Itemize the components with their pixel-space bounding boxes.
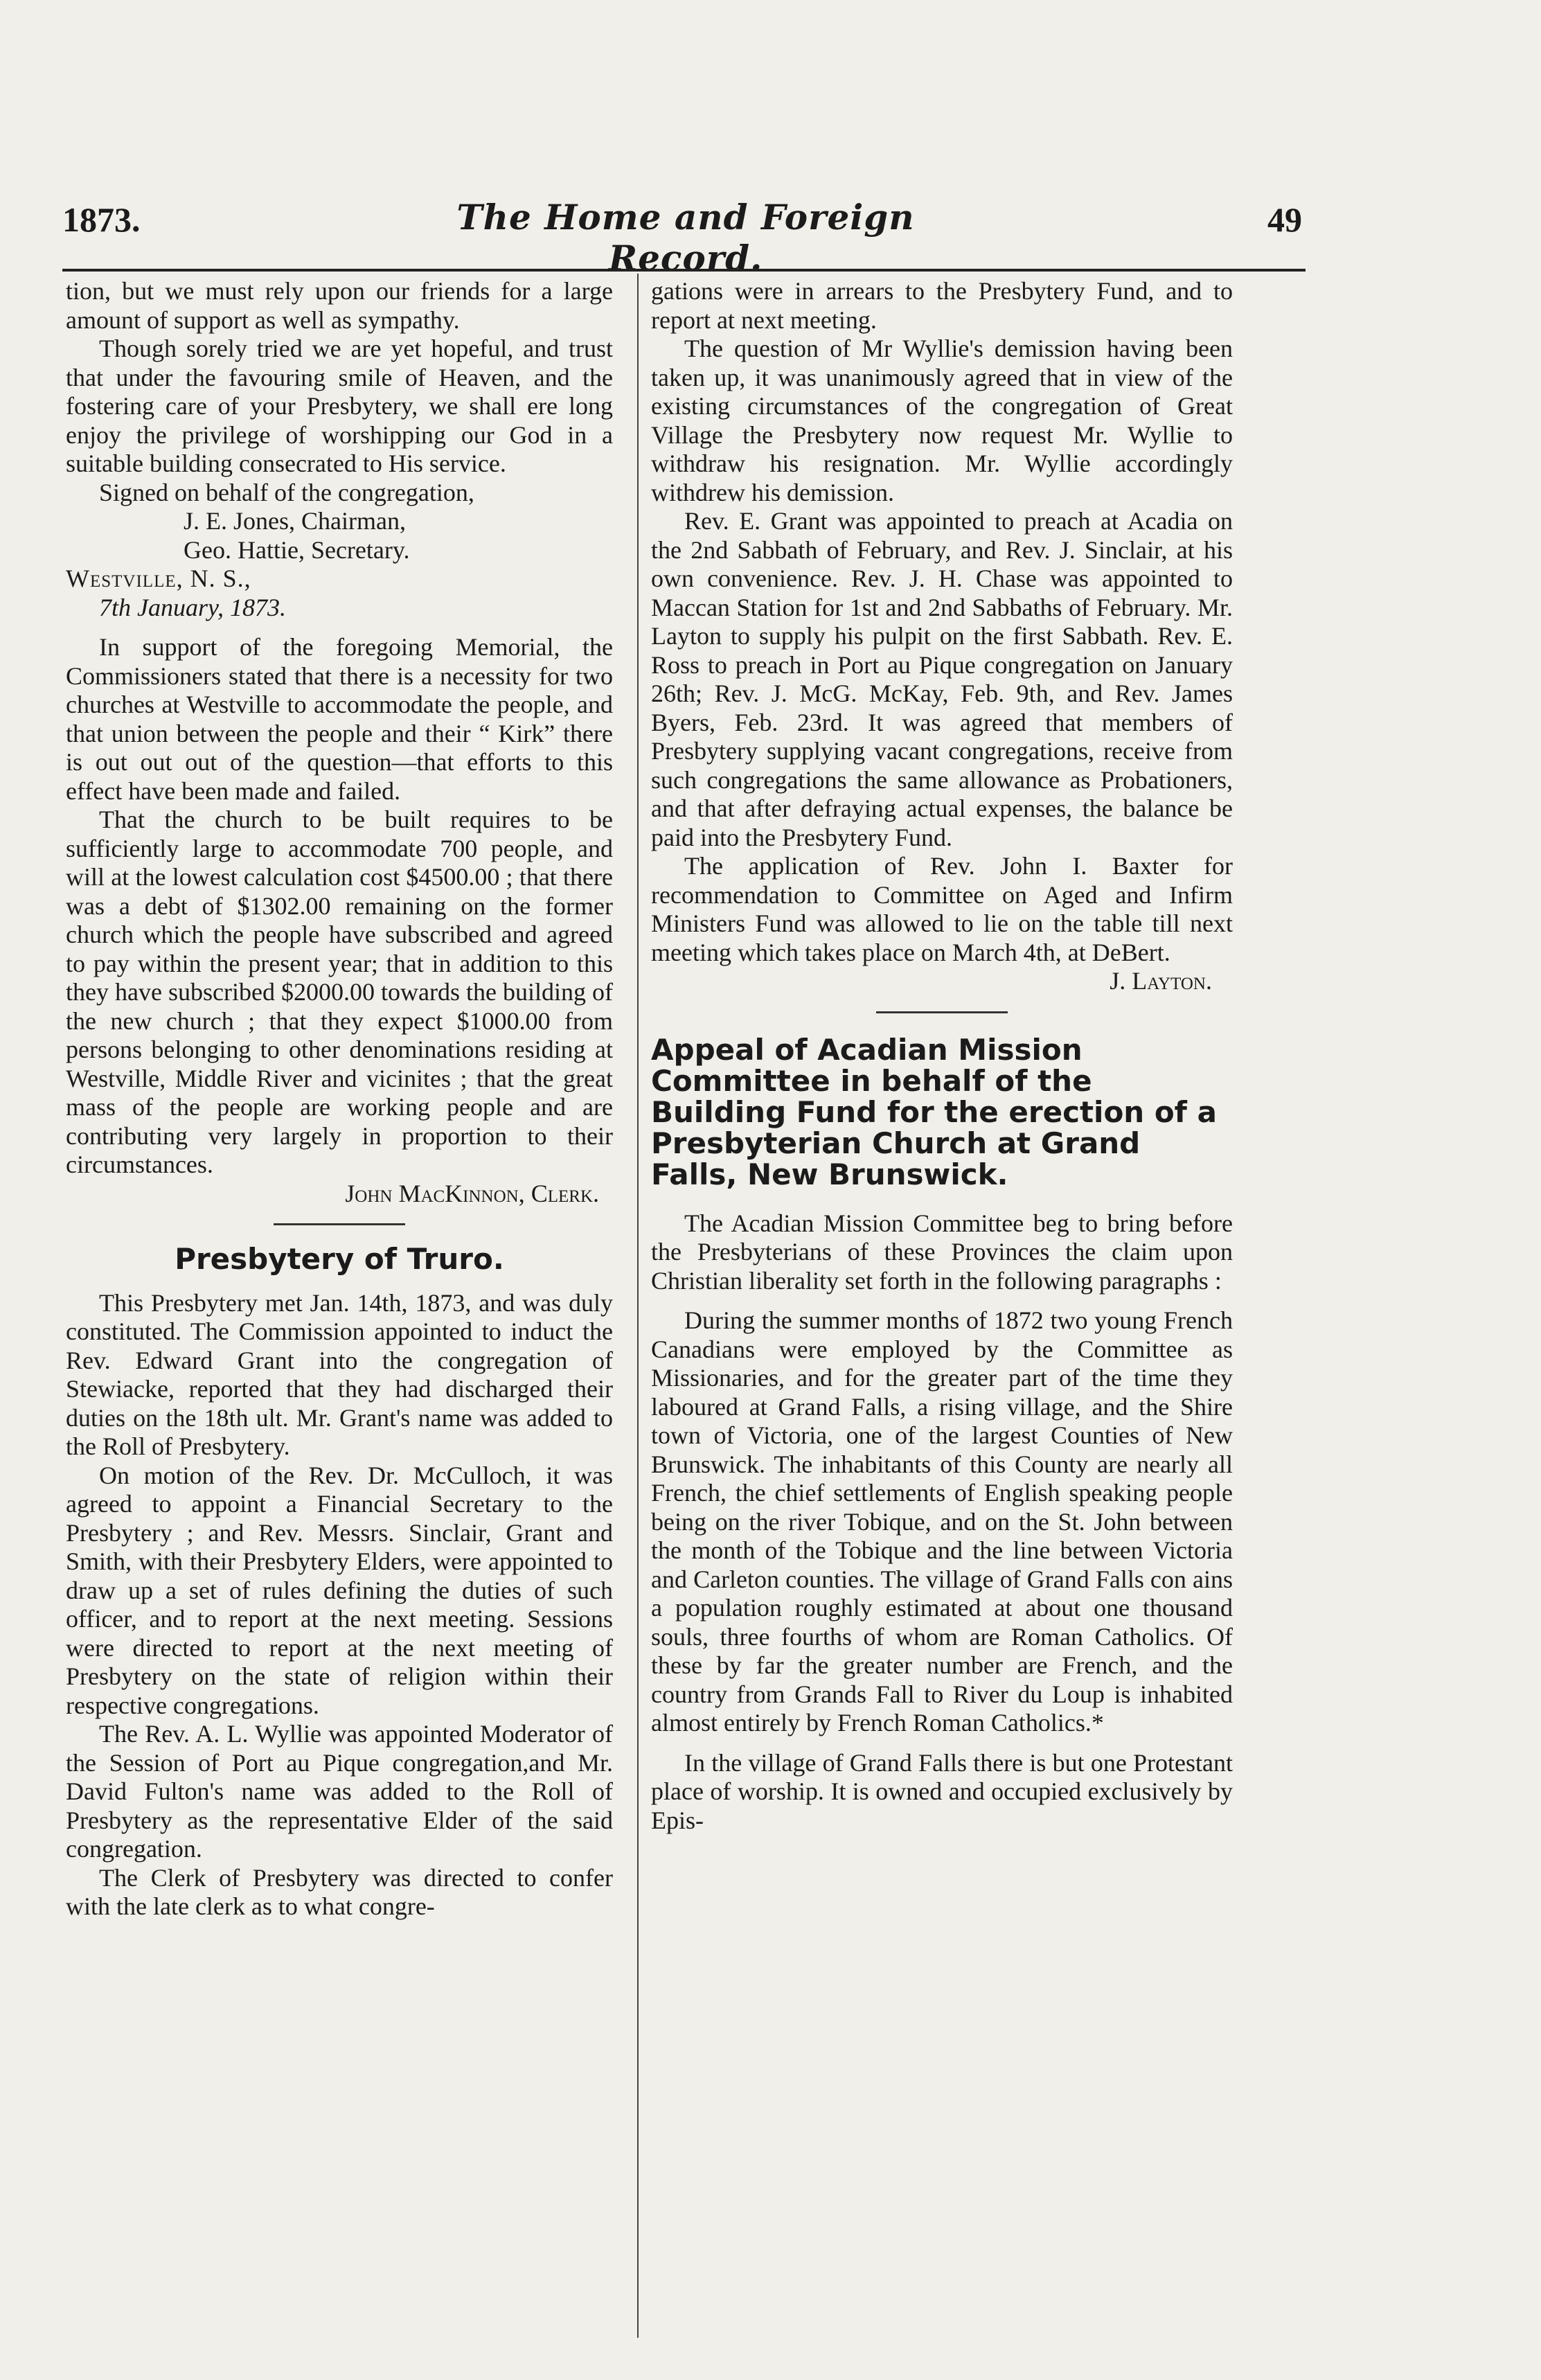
paragraph: The Acadian Mission Committee beg to bring before the Presbyterians of these Provinces the claim upon Christian liberality set forth in the following paragraphs : [651,1209,1233,1295]
column-divider [637,274,639,2338]
date-line: 7th January, 1873. [99,593,286,621]
header-title: The Home and Foreign Record. [456,197,915,278]
section-rule [274,1223,405,1225]
clerk-signature: John MacKinnon, Clerk. [345,1179,599,1207]
section-heading: Presbytery of Truro. [175,1242,504,1276]
section-heading: Appeal of Acadian Mission Committee in behalf of the Building Fund for the erection of a Presbyterian Church at Grand Falls, New Brunswick. [651,1032,1217,1191]
paragraph: This Presbytery met Jan. 14th, 1873, and was duly constituted. The Commission appointed to induct the Rev. Edward Grant into the congregation of Stewiacke, reported that they had discharged their duties on the 18th ult. Mr. Grant's name was added to the Roll of Presbytery. [66,1288,613,1460]
header-rule [62,269,1306,272]
paragraph: During the summer months of 1872 two young French Canadians were employed by the Committee as Missionaries, and for the greater part of the time they laboured at Grand Falls, a rising village, and the Shire town of Victoria, one of the largest Counties of New Brunswick. The inhabitants of this County are nearly all French, the chief settlements of English speaking people being on the river Tobique, and on the St. John between the month of the Tobique and the line between Victoria and Carleton counties. The village of Grand Falls con ains a population roughly estimated at about one thousand souls, three fourths of whom are Roman Catholics. Of these by far the greater number are French, and the country from Grands Fall to River du Loup is inhabited almost entirely by French Roman Catholics.* [651,1306,1233,1737]
paragraph: That the church to be built requires to be sufficiently large to accommodate 700 people, and will at the lowest calculation cost $4500.00 ; that there was a debt of $1302.00 remaining on the former church which the people have subscribed and agreed to pay within the present year; that in addition to this they have subscribed $2000.00 towards the building of the new church ; that they expect $1000.00 from persons belonging to other denominations residing at Westville, Middle River and vicinites ; that the great mass of the people are working people and are contributing very largely in proportion to their circumstances. [66,806,613,1178]
paragraph: Signed on behalf of the congregation, [99,478,474,506]
left-column [66,277,613,1921]
paragraph: The question of Mr Wyllie's demission having been taken up, it was unanimously agreed that in view of the existing circumstances of the congregation of Great Village the Presbytery now request Mr. Wyllie to withdraw his resignation. Mr. Wyllie accordingly withdrew his demission. [651,335,1233,506]
paragraph: In support of the foregoing Memorial, the Commissioners stated that there is a necessity for two churches at Westville to accommodate the people, and that union between the people and their “ Kirk” there is out out out of the question—that efforts to this effect have been made and failed. [66,633,613,805]
signature-secretary: Geo. Hattie, Secretary. [184,535,410,564]
section-rule [876,1011,1008,1013]
page-header [62,187,1302,278]
paragraph: Though sorely tried we are yet hopeful, and trust that under the favouring smile of Heaven, and the fostering care of your Presbytery, we shall ere long enjoy the privilege of worshipping our God in a suitable building consecrated to His service. [66,335,613,477]
paragraph: Rev. E. Grant was appointed to preach at Acadia on the 2nd Sabbath of February, and Rev. J. Sinclair, at his own convenience. Rev. J. H. Chase was appointed to Maccan Station for 1st and 2nd Sabbaths of February. Mr. Layton to supply his pulpit on the first Sabbath. Rev. E. Ross to preach in Port au Pique congregation on January 26th; Rev. J. McG. McKay, Feb. 9th, and Rev. James Byers, Feb. 23rd. It was agreed that members of Presbytery supplying vacant congregations, receive from such congregations the same allowance as Probationers, and that after defraying actual expenses, the balance be paid into the Presbytery Fund. [651,507,1233,851]
paragraph: On motion of the Rev. Dr. McCulloch, it was agreed to appoint a Financial Secretary to the Presbytery ; and Rev. Messrs. Sinclair, Grant and Smith, with their Presbytery Elders, were appointed to draw up a set of rules defining the duties of such officer, and to report at the next meeting. Sessions were directed to report at the next meeting of Presbytery on the state of religion within their respective congregations. [66,1461,613,1719]
paragraph: The Clerk of Presbytery was directed to confer with the late clerk as to what congre- [66,1863,613,1920]
paragraph: gations were in arrears to the Presbytery Fund, and to report at next meeting. [651,277,1233,334]
signature-chairman: J. E. Jones, Chairman, [184,507,406,535]
layton-signature: J. Layton. [1110,967,1212,995]
header-page-number: 49 [1267,200,1302,239]
header-year: 1873. [62,200,141,239]
paragraph: The Rev. A. L. Wyllie was appointed Moderator of the Session of Port au Pique congregation,and Mr. David Fulton's name was added to the Roll of Presbytery as the representative Elder of the said congregation. [66,1720,613,1863]
paragraph: The application of Rev. John I. Baxter for recommendation to Committee on Aged and Infirm Ministers Fund was allowed to lie on the table till next meeting which takes place on March 4th, at DeBert. [651,852,1233,966]
paragraph: tion, but we must rely upon our friends for a large amount of support as well as sympathy. [66,277,613,334]
place-line: Westville, N. S., [66,565,251,592]
right-column [651,277,1233,1835]
paragraph: In the village of Grand Falls there is but one Protestant place of worship. It is owned and occupied exclusively by Epis- [651,1748,1233,1834]
